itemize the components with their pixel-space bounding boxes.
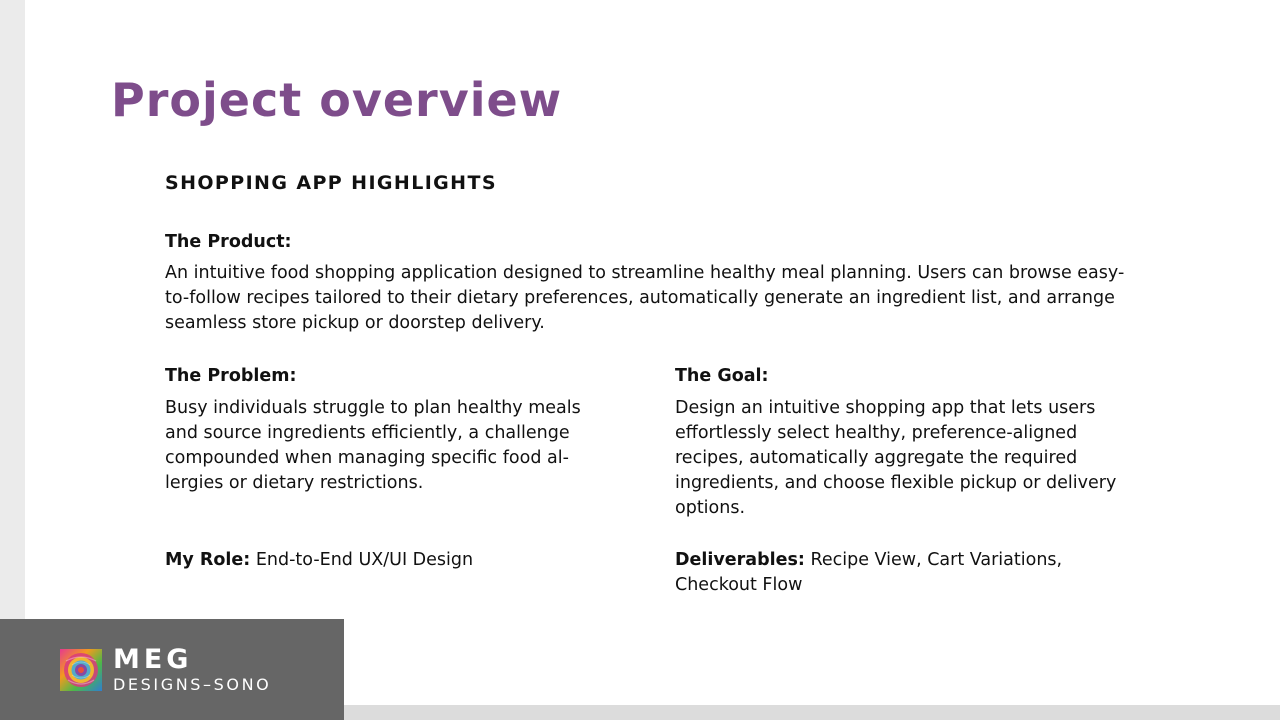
deliverables-label: Deliverables: xyxy=(675,550,805,570)
section-heading: SHOPPING APP HIGHLIGHTS xyxy=(165,172,497,194)
goal-description: Design an intuitive shopping app that lets users effortlessly select healthy, preference-aligned recipes, automatically aggregate the required ingredients, and choose flexible pickup or delivery options. xyxy=(675,398,1117,518)
bottom-edge-strip xyxy=(344,705,1280,720)
deliverables-value: Recipe View, Cart Variations, Checkout Flow xyxy=(675,550,1063,595)
role-label: My Role: xyxy=(165,550,251,570)
role-value: End-to-End UX/UI Design xyxy=(255,550,474,570)
logo-name: MEG xyxy=(113,644,193,675)
goal-label: The Goal: xyxy=(675,366,769,386)
problem-label: The Problem: xyxy=(165,366,297,386)
rainbow-rose-icon xyxy=(60,649,102,691)
problem-description: Busy individuals struggle to plan healthy meals and source ingredients efficiently, a challenge compounded when managing specific food allergies or dietary restrictions. xyxy=(165,398,581,493)
logo-subtitle: DESIGNS–SONO xyxy=(113,675,272,694)
deliverables-line xyxy=(675,548,1115,598)
product-label: The Product: xyxy=(165,232,292,252)
role-line xyxy=(165,548,473,573)
footer-logo-panel xyxy=(0,619,344,720)
left-edge-strip xyxy=(0,0,25,720)
product-description: An intuitive food shopping application designed to streamline healthy meal planning. Users can browse easy-to-follow recipes tailored to their dietary preferences, automatically generate an ingredient list, and arrange seamless store pickup or doorstep delivery. xyxy=(165,263,1125,333)
page-title: Project overview xyxy=(111,73,563,127)
